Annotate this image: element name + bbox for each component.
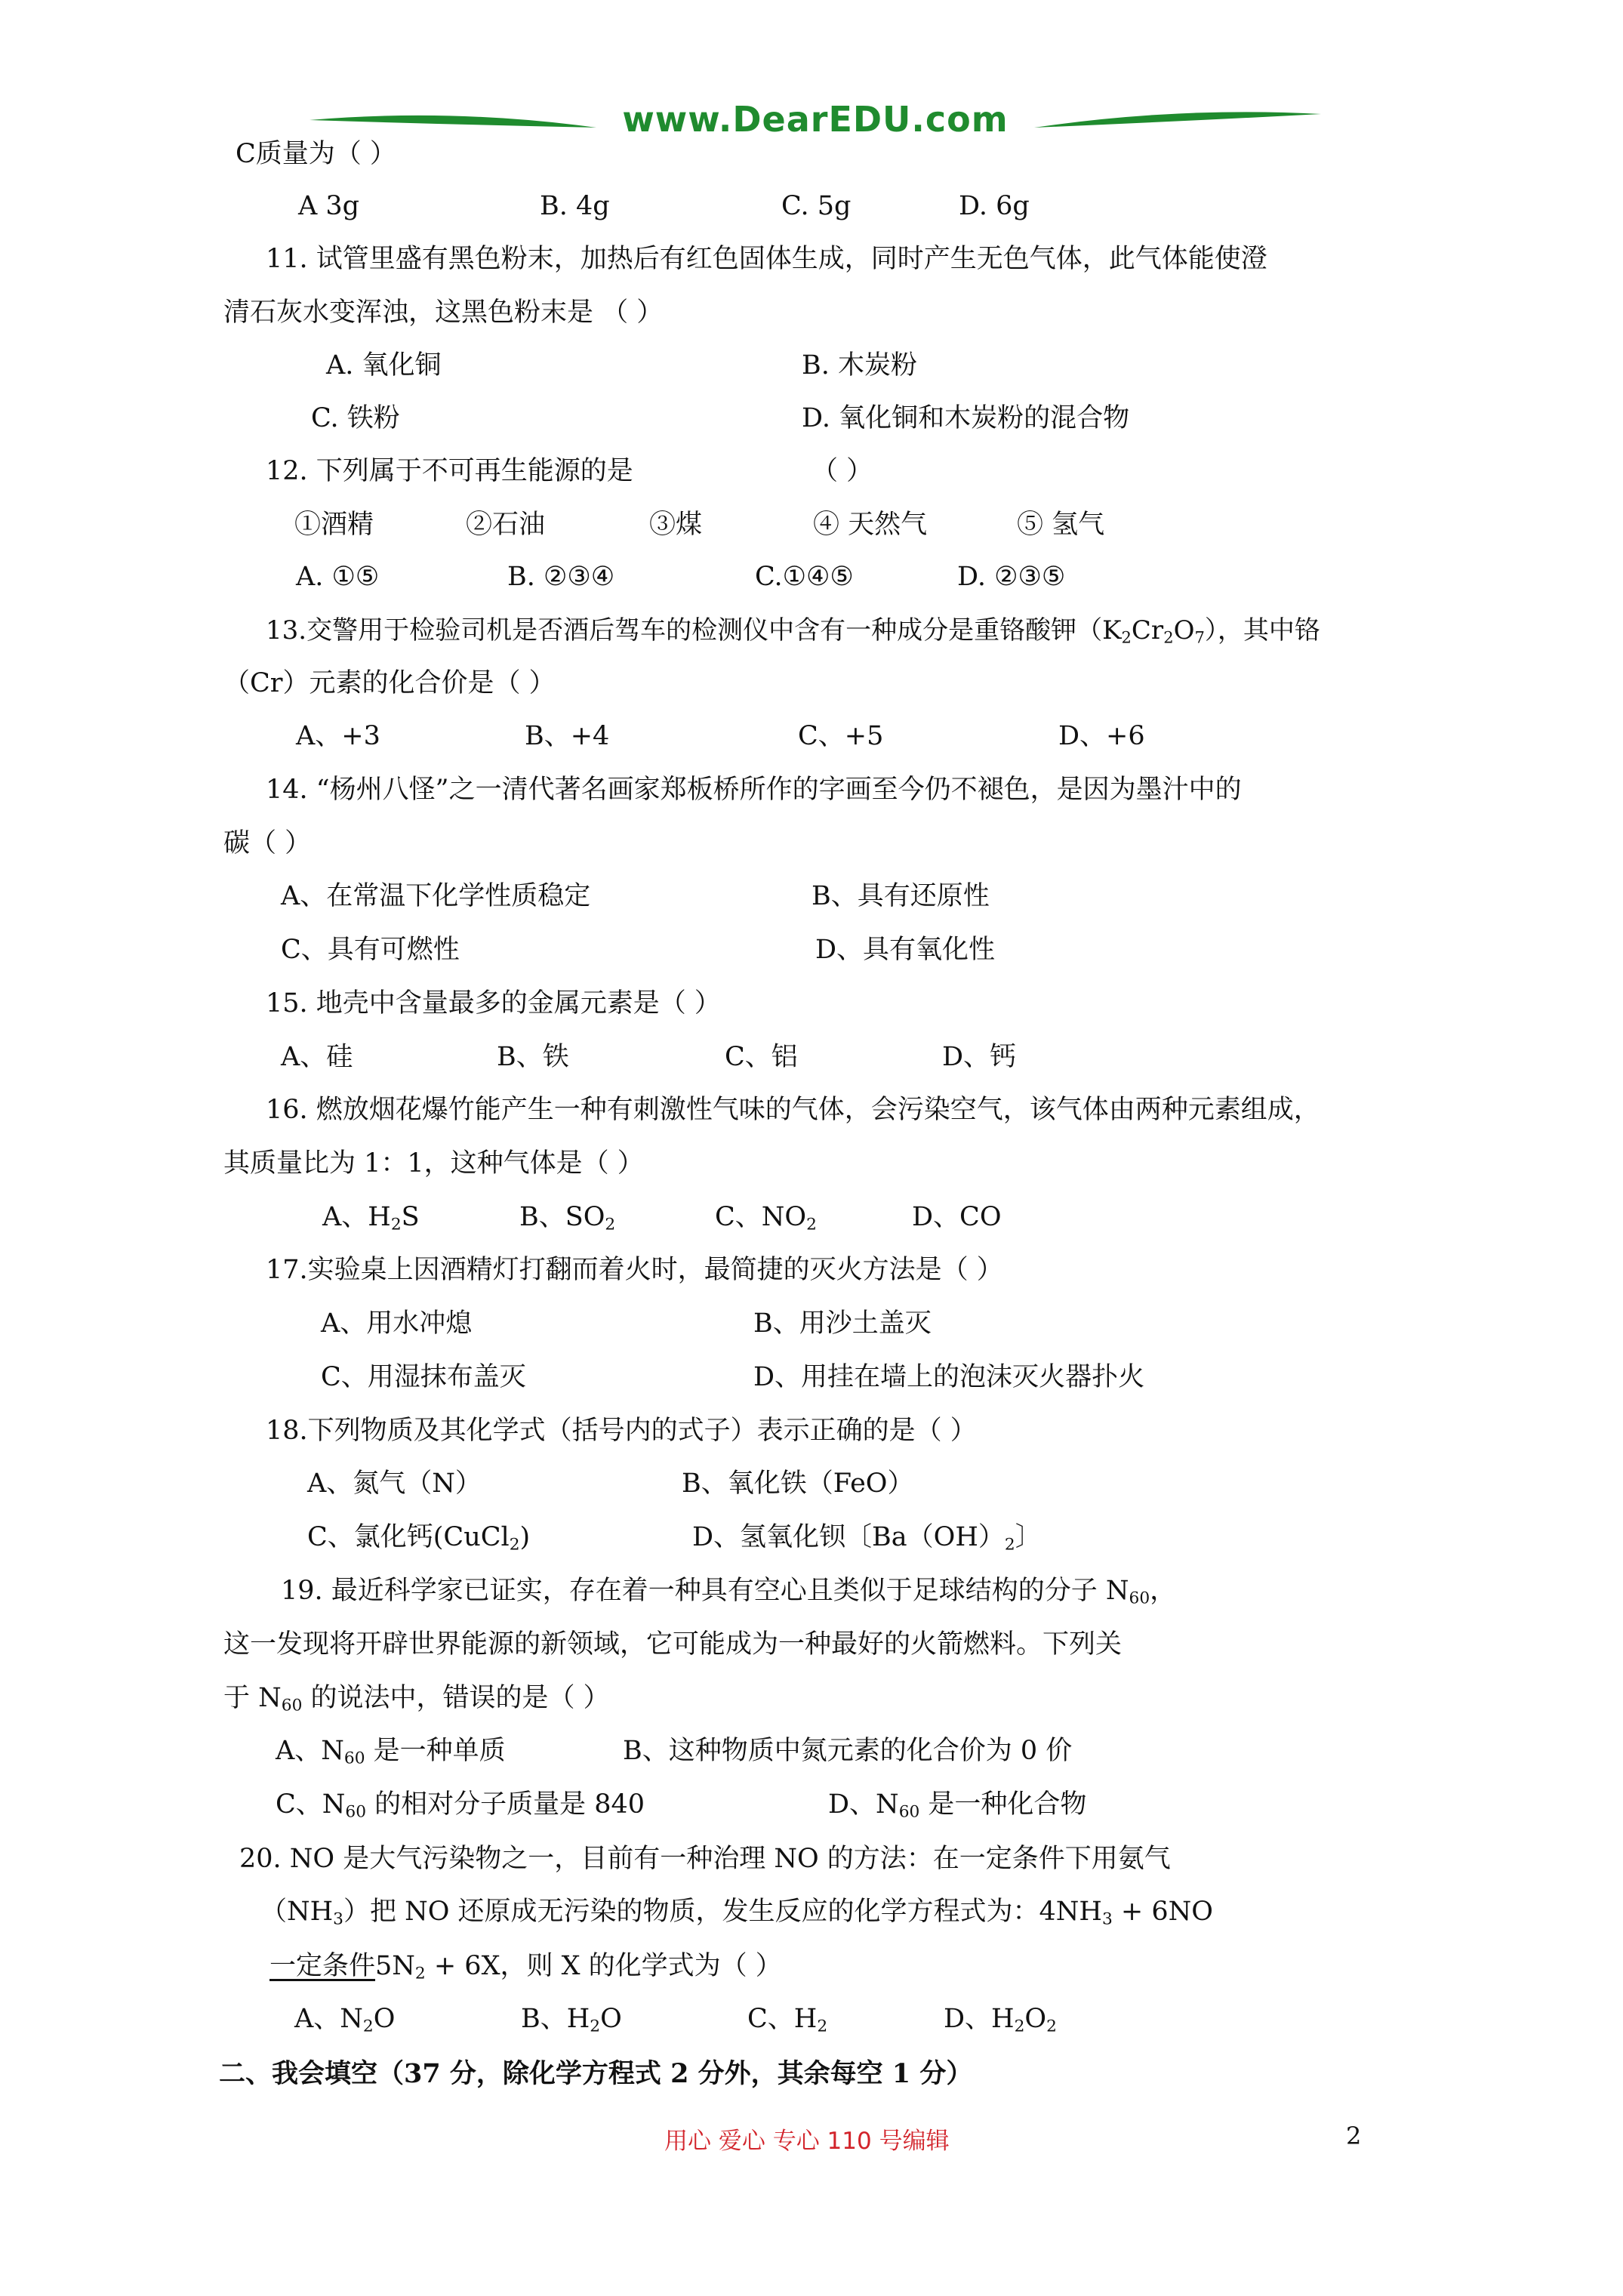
q20-option-d-mid: O — [1024, 2004, 1047, 2034]
q14-line-1: 14. “杨州八怪”之一清代著名画家郑板桥所作的字画至今仍不褪色，是因为墨汁中的 — [266, 775, 1242, 805]
q18-option-d-pre: D、氢氧化钡〔Ba（OH） — [692, 1522, 1005, 1552]
q20-line-3-sub: 2 — [414, 1964, 426, 1983]
q12-item-4: ④ 天然气 — [813, 510, 928, 540]
q19-line-1-post: ， — [1150, 1576, 1177, 1606]
q13-line-2: （Cr）元素的化合价是（ ） — [223, 668, 556, 698]
page-number: 2 — [1346, 2122, 1362, 2150]
q18-option-b: B、氧化铁（FeO） — [682, 1469, 914, 1499]
q16-line-2: 其质量比为 1：1，这种气体是（ ） — [223, 1148, 644, 1179]
q18-option-c-sub: 2 — [509, 1535, 520, 1555]
q19-option-d — [828, 1789, 1087, 1822]
q16-line-1: 16. 燃放烟花爆竹能产生一种有刺激性气味的气体，会污染空气，该气体由两种元素组成， — [266, 1095, 1320, 1125]
q16-option-a-pre: A、H — [322, 1202, 391, 1232]
q13-line-1 — [266, 615, 1320, 647]
q19-option-a-sub: 60 — [343, 1749, 365, 1768]
q12-option-b: B. ②③④ — [507, 562, 615, 592]
q15-option-a: A、硅 — [281, 1042, 353, 1072]
q20-option-b-sub: 2 — [590, 2017, 601, 2036]
q19-option-c — [276, 1789, 645, 1822]
q18-option-d — [692, 1522, 1042, 1555]
q20-option-a — [294, 2004, 396, 2036]
q13-sub-cr: 2 — [1163, 627, 1174, 647]
q20-option-b-post: O — [600, 2004, 622, 2034]
q13-option-d: D、+6 — [1058, 721, 1145, 751]
q11-line-2: 清石灰水变浑浊，这黑色粉末是 （ ） — [223, 297, 664, 328]
q13-option-b: B、+4 — [525, 721, 610, 751]
q17-option-d: D、用挂在墙上的泡沫灭火器扑火 — [753, 1362, 1145, 1392]
q16-option-c-sub: 2 — [806, 1215, 817, 1234]
q12-item-1: ①酒精 — [294, 510, 374, 540]
q12-option-c: C.①④⑤ — [755, 562, 854, 592]
q16-option-c — [715, 1202, 817, 1234]
q12-item-2: ②石油 — [466, 510, 546, 540]
q20-line-2-e: + 6NO — [1112, 1897, 1213, 1927]
q16-option-b — [519, 1202, 616, 1234]
q20-line-1: 20. NO 是大气污染物之一，目前有一种治理 NO 的方法：在一定条件下用氨气 — [239, 1844, 1171, 1874]
q14-option-c: C、具有可燃性 — [281, 935, 460, 965]
q20-option-d — [944, 2004, 1057, 2036]
q16-option-b-sub: 2 — [605, 1215, 616, 1234]
q16-option-a-sub: 2 — [390, 1215, 402, 1234]
q18-line-1: 18.下列物质及其化学式（括号内的式子）表示正确的是（ ） — [266, 1416, 977, 1446]
q16-option-d: D、CO — [912, 1202, 1002, 1232]
q11-option-c: C. 铁粉 — [311, 403, 400, 433]
q19-line-3-pre: 于 N — [223, 1683, 282, 1713]
q16-option-b-pre: B、SO — [519, 1202, 605, 1232]
q20-option-b-pre: B、H — [521, 2004, 590, 2034]
q19-option-c-post: 的相对分子质量是 840 — [366, 1789, 645, 1820]
q20-option-d-sub2: 2 — [1046, 2017, 1057, 2036]
q15-option-c: C、铝 — [725, 1042, 798, 1072]
q14-option-d: D、具有氧化性 — [815, 935, 996, 965]
q20-option-d-pre: D、H — [944, 2004, 1015, 2034]
q19-option-d-pre: D、N — [828, 1789, 899, 1820]
q15-option-d: D、钙 — [942, 1042, 1017, 1072]
q19-line-3 — [223, 1683, 610, 1715]
q20-line-3 — [269, 1951, 782, 1983]
q18-option-c — [307, 1522, 531, 1555]
q17-line-1: 17.实验桌上因酒精灯打翻而着火时，最简捷的灭火方法是（ ） — [266, 1255, 1003, 1285]
q20-option-c-pre: C、H — [747, 2004, 818, 2034]
q13-sub-k: 2 — [1121, 627, 1132, 647]
q10-option-a: A 3g — [298, 191, 360, 221]
q19-line-3-post: 的说法中，错误的是（ ） — [302, 1683, 610, 1713]
q20-option-b — [521, 2004, 622, 2036]
site-url: www.DearEDU.com — [622, 99, 1009, 140]
q19-option-c-sub: 60 — [345, 1802, 367, 1822]
q17-option-b: B、用沙土盖灭 — [753, 1308, 932, 1339]
q12-answer-paren: （ ） — [812, 456, 873, 486]
q20-option-a-sub: 2 — [362, 2017, 374, 2036]
q20-option-c — [747, 2004, 828, 2036]
q16-option-a-post: S — [401, 1202, 420, 1232]
q12-option-d: D. ②③⑤ — [957, 562, 1066, 592]
q19-option-a-pre: A、N — [276, 1736, 344, 1766]
q19-option-a — [276, 1736, 506, 1768]
q12-item-3: ③煤 — [649, 510, 703, 540]
q10-option-c: C. 5g — [781, 191, 852, 221]
q20-line-3-c: + 6X，则 X 的化学式为（ ） — [425, 1951, 782, 1981]
q18-option-d-post: 〕 — [1015, 1522, 1042, 1552]
q13-line-1-tail: ），其中铬 — [1204, 615, 1320, 646]
q13-option-c: C、+5 — [798, 721, 884, 751]
q19-line-2: 这一发现将开辟世界能源的新领域，它可能成为一种最好的火箭燃料。下列关 — [223, 1629, 1123, 1660]
q18-option-a: A、氮气（N） — [307, 1469, 482, 1499]
q20-option-c-sub: 2 — [817, 2017, 828, 2036]
q19-line-1-sub: 60 — [1129, 1589, 1150, 1608]
q16-option-a — [322, 1202, 420, 1234]
q19-option-c-pre: C、N — [276, 1789, 346, 1820]
q14-line-2: 碳（ ） — [223, 828, 312, 858]
q20-line-2-c: ）把 NO 还原成无污染的物质，发生反应的化学方程式为：4NH — [343, 1897, 1102, 1927]
q15-option-b: B、铁 — [497, 1042, 569, 1072]
q19-line-1 — [281, 1576, 1177, 1608]
q19-line-3-sub: 60 — [281, 1696, 303, 1715]
q20-line-2-sub1: 3 — [333, 1909, 343, 1929]
q12-item-5: ⑤ 氢气 — [1017, 510, 1105, 540]
q20-line-2-sub2: 3 — [1101, 1909, 1113, 1929]
q12-option-a: A. ①⑤ — [296, 562, 380, 592]
q19-option-b: B、这种物质中氮元素的化合价为 0 价 — [623, 1736, 1073, 1766]
q20-line-3-a: 5N — [375, 1951, 415, 1981]
q11-option-a: A. 氧化铜 — [326, 350, 442, 381]
q20-line-2-a: （NH — [260, 1897, 334, 1927]
q20-line-2 — [260, 1897, 1213, 1929]
q19-line-1-pre: 19. 最近科学家已证实，存在着一种具有空心且类似于足球结构的分子 N — [281, 1576, 1129, 1606]
q20-option-a-pre: A、N — [294, 2004, 363, 2034]
q12-line-1: 12. 下列属于不可再生能源的是 — [266, 456, 633, 486]
site-header — [302, 94, 1329, 155]
q19-option-d-sub: 60 — [898, 1802, 920, 1822]
q13-option-a: A、+3 — [296, 721, 380, 751]
q17-option-a: A、用水冲熄 — [321, 1308, 473, 1339]
q13-o: O — [1173, 615, 1195, 646]
q10-tail: C质量为（ ） — [236, 139, 396, 169]
q19-option-a-post: 是一种单质 — [365, 1736, 506, 1766]
q10-option-d: D. 6g — [959, 191, 1030, 221]
q20-reaction-condition: 一定条件 — [269, 1951, 376, 1981]
q18-option-d-sub: 2 — [1004, 1535, 1015, 1555]
q14-option-a: A、在常温下化学性质稳定 — [281, 881, 591, 911]
q15-line-1: 15. 地壳中含量最多的金属元素是（ ） — [266, 988, 721, 1019]
q13-sub-o: 7 — [1194, 627, 1205, 647]
q13-cr: Cr — [1131, 615, 1164, 646]
q10-option-b: B. 4g — [540, 191, 610, 221]
q18-option-c-pre: C、氯化钙(CuCl — [307, 1522, 510, 1552]
footer-editor-note: 用心 爱心 专心 110 号编辑 — [664, 2128, 950, 2155]
q18-option-c-post: ) — [519, 1522, 531, 1552]
q11-line-1: 11. 试管里盛有黑色粉末，加热后有红色固体生成，同时产生无色气体，此气体能使澄 — [266, 244, 1267, 274]
q11-option-d: D. 氧化铜和木炭粉的混合物 — [802, 403, 1130, 433]
q20-option-a-post: O — [373, 2004, 396, 2034]
q11-option-b: B. 木炭粉 — [802, 350, 917, 381]
q20-option-d-sub1: 2 — [1014, 2017, 1025, 2036]
q14-option-b: B、具有还原性 — [812, 881, 990, 911]
section-2-heading: 二、我会填空（37 分，除化学方程式 2 分外，其余每空 1 分） — [219, 2058, 973, 2089]
q13-line-1-text: 13.交警用于检验司机是否酒后驾车的检测仪中含有一种成分是重铬酸钾（K — [266, 615, 1122, 646]
q19-option-d-post: 是一种化合物 — [919, 1789, 1087, 1820]
q16-option-c-pre: C、NO — [715, 1202, 807, 1232]
q17-option-c: C、用湿抹布盖灭 — [321, 1362, 526, 1392]
